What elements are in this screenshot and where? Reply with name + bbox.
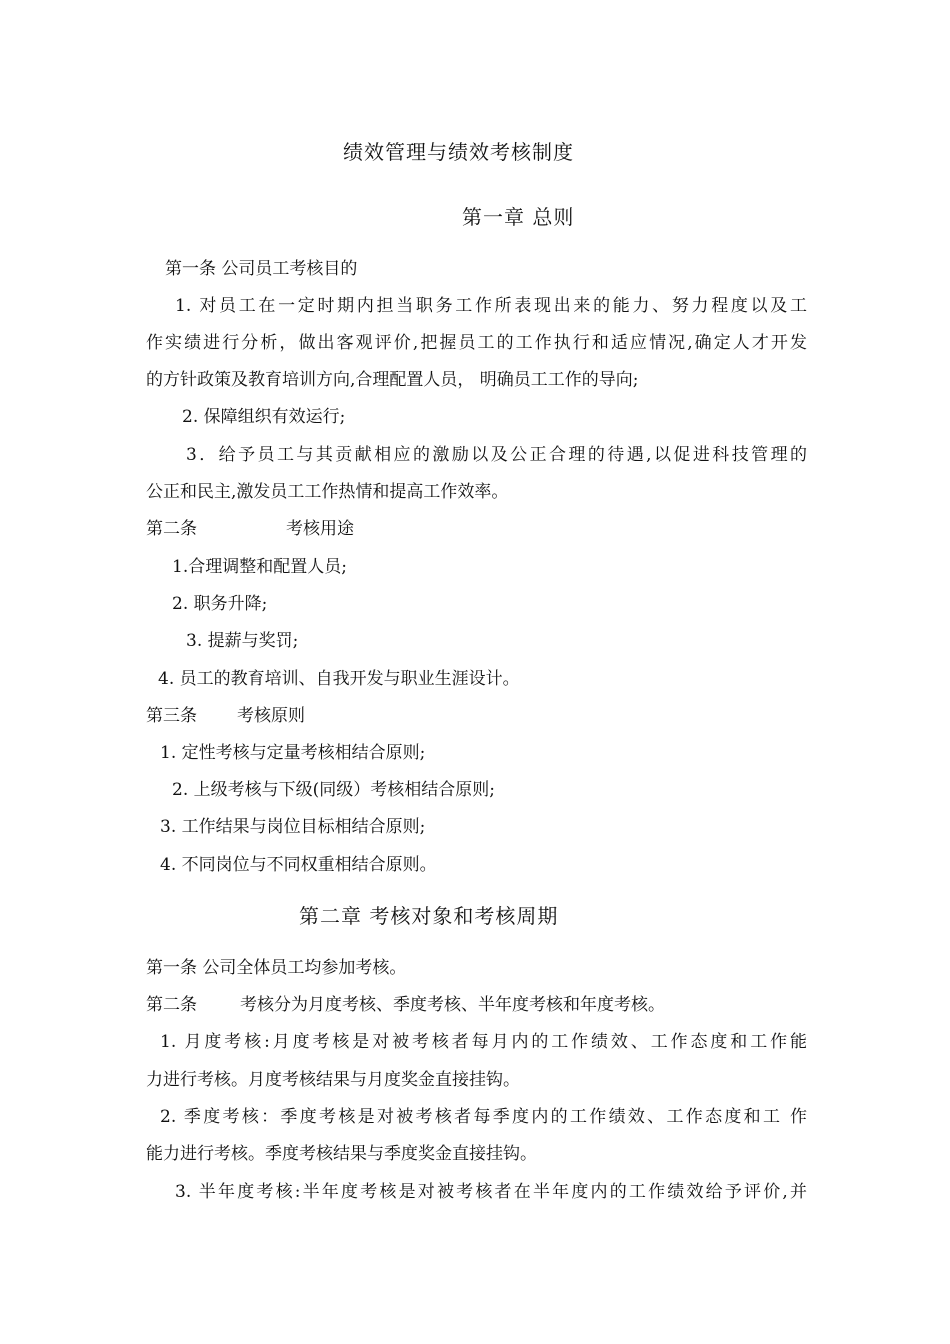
article-1-item-1-line-3: 的方针政策及教育培训方向,合理配置人员， 明确员工工作的导向; bbox=[146, 370, 639, 390]
quarterly-review-line-2: 能力进行考核。季度考核结果与季度奖金直接挂钩。 bbox=[146, 1144, 537, 1164]
article-2-title: 考核用途 bbox=[286, 519, 354, 539]
chapter-2-heading: 第二章 考核对象和考核周期 bbox=[299, 904, 559, 928]
article-2-item: 1.合理调整和配置人员; bbox=[172, 557, 347, 577]
article-1-item-2: 2. 保障组织有效运行; bbox=[182, 407, 346, 427]
article-2-item: 3. 提薪与奖罚; bbox=[186, 631, 299, 651]
article-3-title: 考核原则 bbox=[237, 706, 305, 726]
quarterly-review-line-1: 2. 季度考核：季度考核是对被考核者每季度内的工作绩效、工作态度和工 作 bbox=[160, 1107, 807, 1127]
article-3-item: 1. 定性考核与定量考核相结合原则; bbox=[160, 743, 426, 763]
article-2-label: 第二条 bbox=[146, 519, 197, 539]
half-year-review-line-1: 3. 半年度考核:半年度考核是对被考核者在半年度内的工作绩效给予评价,并 bbox=[175, 1182, 807, 1202]
article-3-item: 4. 不同岗位与不同权重相结合原则。 bbox=[160, 855, 437, 875]
chapter-2-article-2-text: 考核分为月度考核、季度考核、半年度考核和年度考核。 bbox=[240, 995, 665, 1015]
article-2-item: 2. 职务升降; bbox=[172, 594, 268, 614]
article-1-item-1-line-2: 作实绩进行分析，做出客观评价,把握员工的工作执行和适应情况,确定人才开发 bbox=[146, 333, 807, 353]
article-1-item-3-line-2: 公正和民主,激发员工工作热情和提高工作效率。 bbox=[146, 482, 509, 502]
article-1-item-3-line-1: 3．给予员工与其贡献相应的激励以及公正合理的待遇,以促进科技管理的 bbox=[186, 445, 807, 465]
article-3-label: 第三条 bbox=[146, 706, 197, 726]
chapter-2-article-1: 第一条 公司全体员工均参加考核。 bbox=[146, 958, 407, 978]
article-1-item-1-line-1: 1. 对员工在一定时期内担当职务工作所表现出来的能力、努力程度以及工 bbox=[175, 296, 807, 316]
chapter-1-heading: 第一章 总则 bbox=[462, 205, 575, 229]
document-title: 绩效管理与绩效考核制度 bbox=[343, 140, 574, 164]
monthly-review-line-1: 1. 月度考核:月度考核是对被考核者每月内的工作绩效、工作态度和工作能 bbox=[160, 1032, 807, 1052]
article-2-item: 4. 员工的教育培训、自我开发与职业生涯设计。 bbox=[158, 669, 520, 689]
article-3-item: 2. 上级考核与下级(同级）考核相结合原则; bbox=[172, 780, 495, 800]
article-1-heading: 第一条 公司员工考核目的 bbox=[165, 259, 358, 279]
monthly-review-line-2: 力进行考核。月度考核结果与月度奖金直接挂钩。 bbox=[146, 1070, 520, 1090]
article-3-item: 3. 工作结果与岗位目标相结合原则; bbox=[160, 817, 426, 837]
chapter-2-article-2-label: 第二条 bbox=[146, 995, 197, 1015]
